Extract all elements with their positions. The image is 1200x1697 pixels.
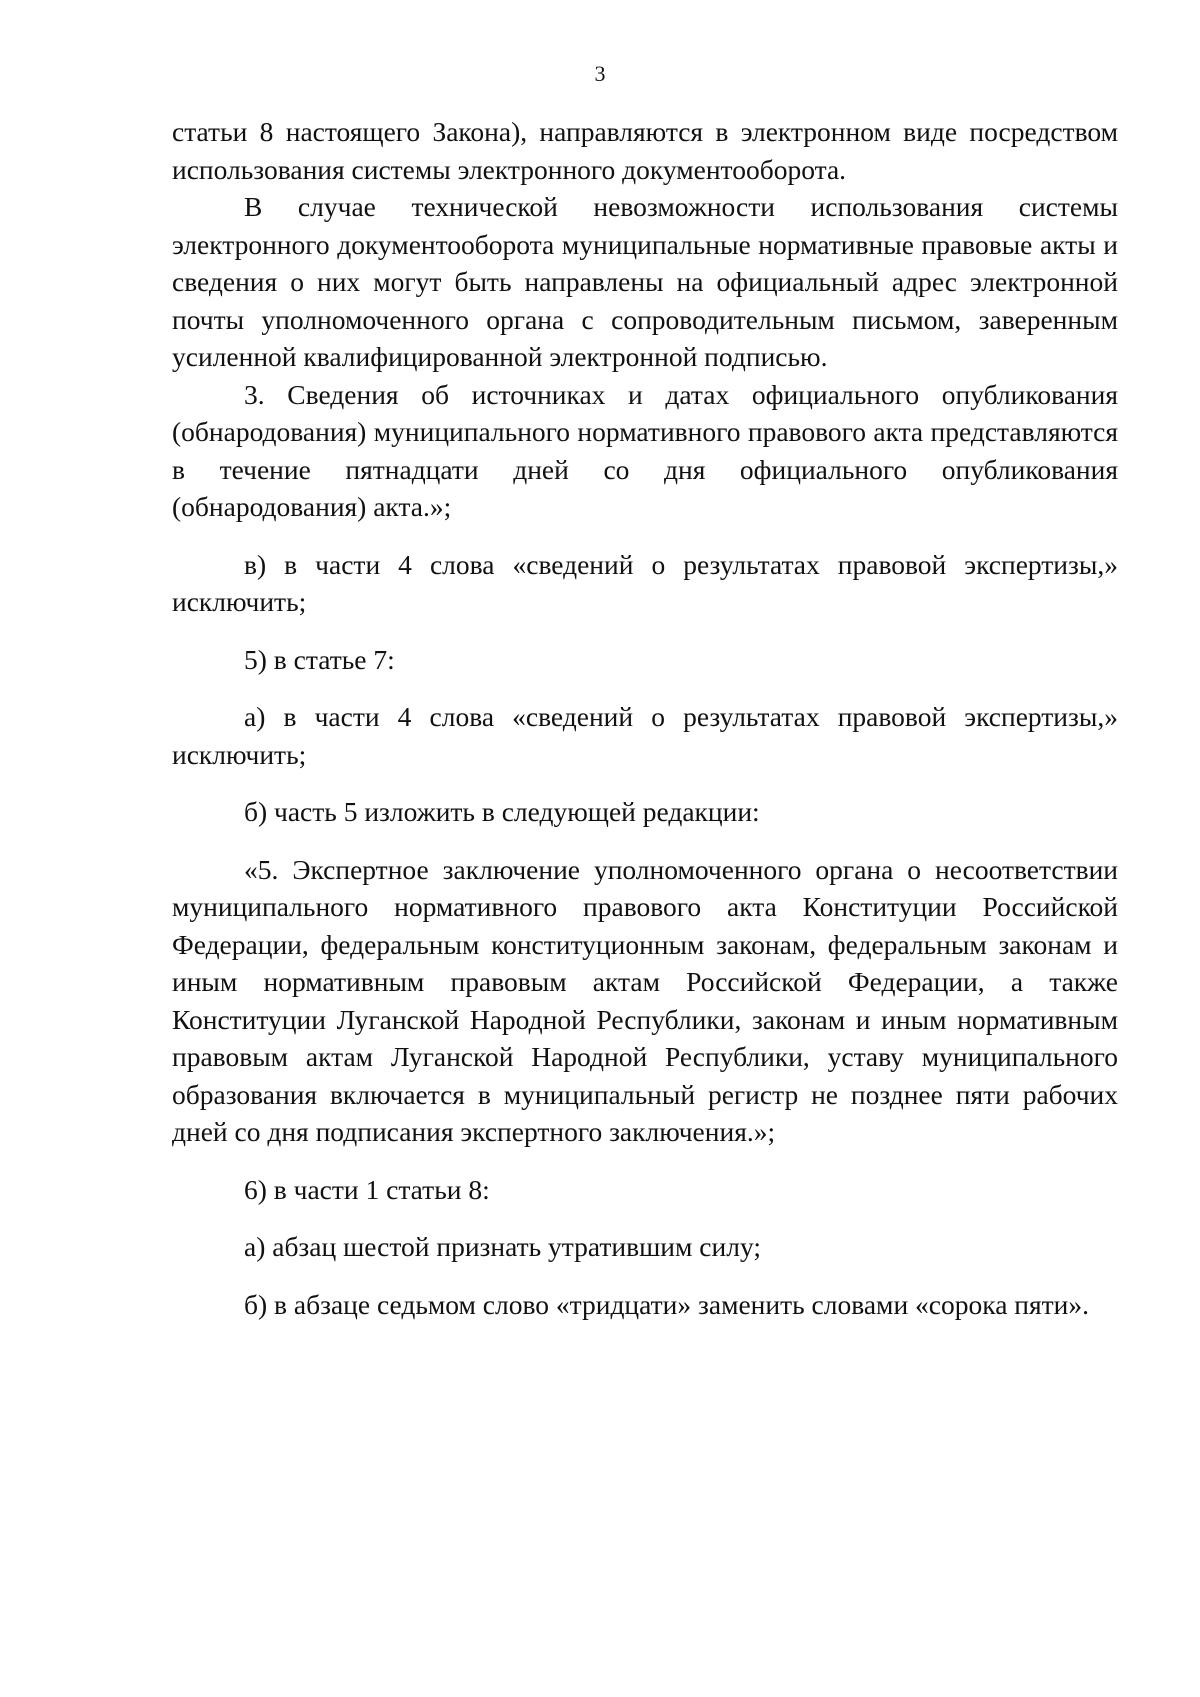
paragraph-item-3: 3. Сведения об источниках и датах официального опубликования (обнародования) муниципального нормативного правового акта представляются в течение пятнадцати дней со дня официального опубликования (обнародования) акта.»; xyxy=(172,378,1118,522)
paragraph-item-6: 6) в части 1 статьи 8: xyxy=(244,1173,490,1205)
paragraph-item-5: 5) в статье 7: xyxy=(244,643,395,675)
paragraph-new-part-5: «5. Экспертное заключение уполномоченного органа о несоответствии муниципального нормативного правового акта Конституции Российской Федерации, федеральным конституционным законам, федеральным законам и иным нормативным правовым актам Российской Федерации, а также Конституции Луганской Народной Республики, законам и иным нормативным правовым актам Луганской Народной Республики, уставу муниципального образования включается в муниципальный регистр не позднее пяти рабочих дней со дня подписания экспертного заключения.»; xyxy=(172,853,1118,1147)
document-body xyxy=(172,113,1118,1323)
page-number: 3 xyxy=(594,61,606,86)
paragraph-subitem-a: а) в части 4 слова «сведений о результатах правовой экспертизы,» исключить; xyxy=(172,701,1118,770)
paragraph-subitem-b: б) часть 5 изложить в следующей редакции: xyxy=(244,796,760,827)
paragraph-item-6-b: б) в абзаце седьмом слово «тридцати» заменить словами «сорока пяти». xyxy=(244,1288,1090,1320)
paragraph-subitem-v: в) в части 4 слова «сведений о результатах правовой экспертизы,» исключить; xyxy=(172,548,1118,617)
paragraph-continuation: статьи 8 настоящего Закона), направляются в электронном виде посредством использования системы электронного документооборота. xyxy=(172,116,1118,185)
paragraph-item-6-a: а) абзац шестой признать утратившим силу; xyxy=(244,1231,761,1262)
paragraph-technical-impossibility: В случае технической невозможности использования системы электронного документооборота муниципальные нормативные правовые акты и сведения о них могут быть направлены на официальный адрес электронной почты уполномоченного органа с сопроводительным письмом, заверенным усиленной квалифицированной электронной подписью. xyxy=(172,191,1118,372)
